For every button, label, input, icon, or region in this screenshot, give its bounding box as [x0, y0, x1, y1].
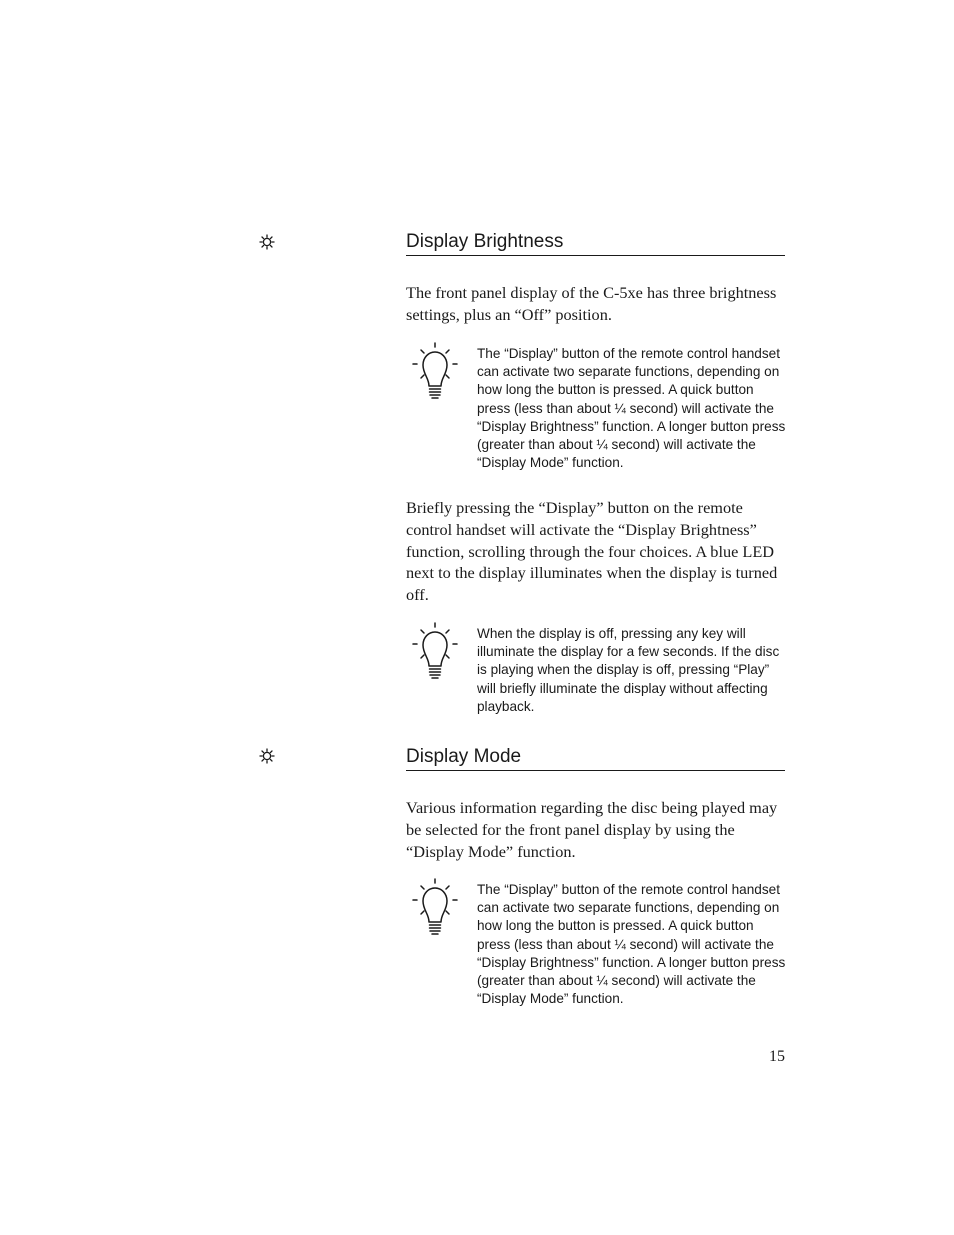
section-heading-display-mode: Display Mode — [406, 745, 785, 771]
lightbulb-icon — [411, 342, 459, 400]
tip-display-button-functions: The “Display” button of the remote control handset can activate two separate functions, depending on how long the button is pressed. A quick button press (less than about ¼ second) will activate the “Display Brightness” function. A longer button press (greater than about ¼ second) will activate the “Display Mode” function. — [477, 882, 786, 1007]
tip-display-button-functions: The “Display” button of the remote control handset can activate two separate functions, depending on how long the button is pressed. A quick button press (less than about ¼ second) will activate the “Display Brightness” function. A longer button press (greater than about ¼ second) will activate the “Display Mode” function. — [477, 346, 786, 471]
page-number: 15 — [769, 1048, 785, 1065]
lightbulb-icon — [411, 878, 459, 936]
tip-display-off-keypress: When the display is off, pressing any key will illuminate the display for a few seconds. If the disc is playing when the display is off, pressing “Play” will briefly illuminate the display without affecting playback. — [477, 626, 780, 714]
paragraph-brightness-intro: The front panel display of the C-5xe has three brightness settings, plus an “Off” position. — [406, 283, 777, 324]
lightbulb-icon — [411, 622, 459, 680]
section-heading-display-brightness: Display Brightness — [406, 230, 785, 256]
paragraph-brightness-body: Briefly pressing the “Display” button on the remote control handset will activate the “Display Brightness” function, scrolling through the four choices. A blue LED next to the display illuminates when the display is turned off. — [406, 498, 778, 605]
paragraph-mode-intro: Various information regarding the disc being played may be selected for the front panel display by using the “Display Mode” function. — [406, 798, 778, 861]
sun-icon — [259, 748, 275, 764]
sun-icon — [259, 234, 275, 250]
